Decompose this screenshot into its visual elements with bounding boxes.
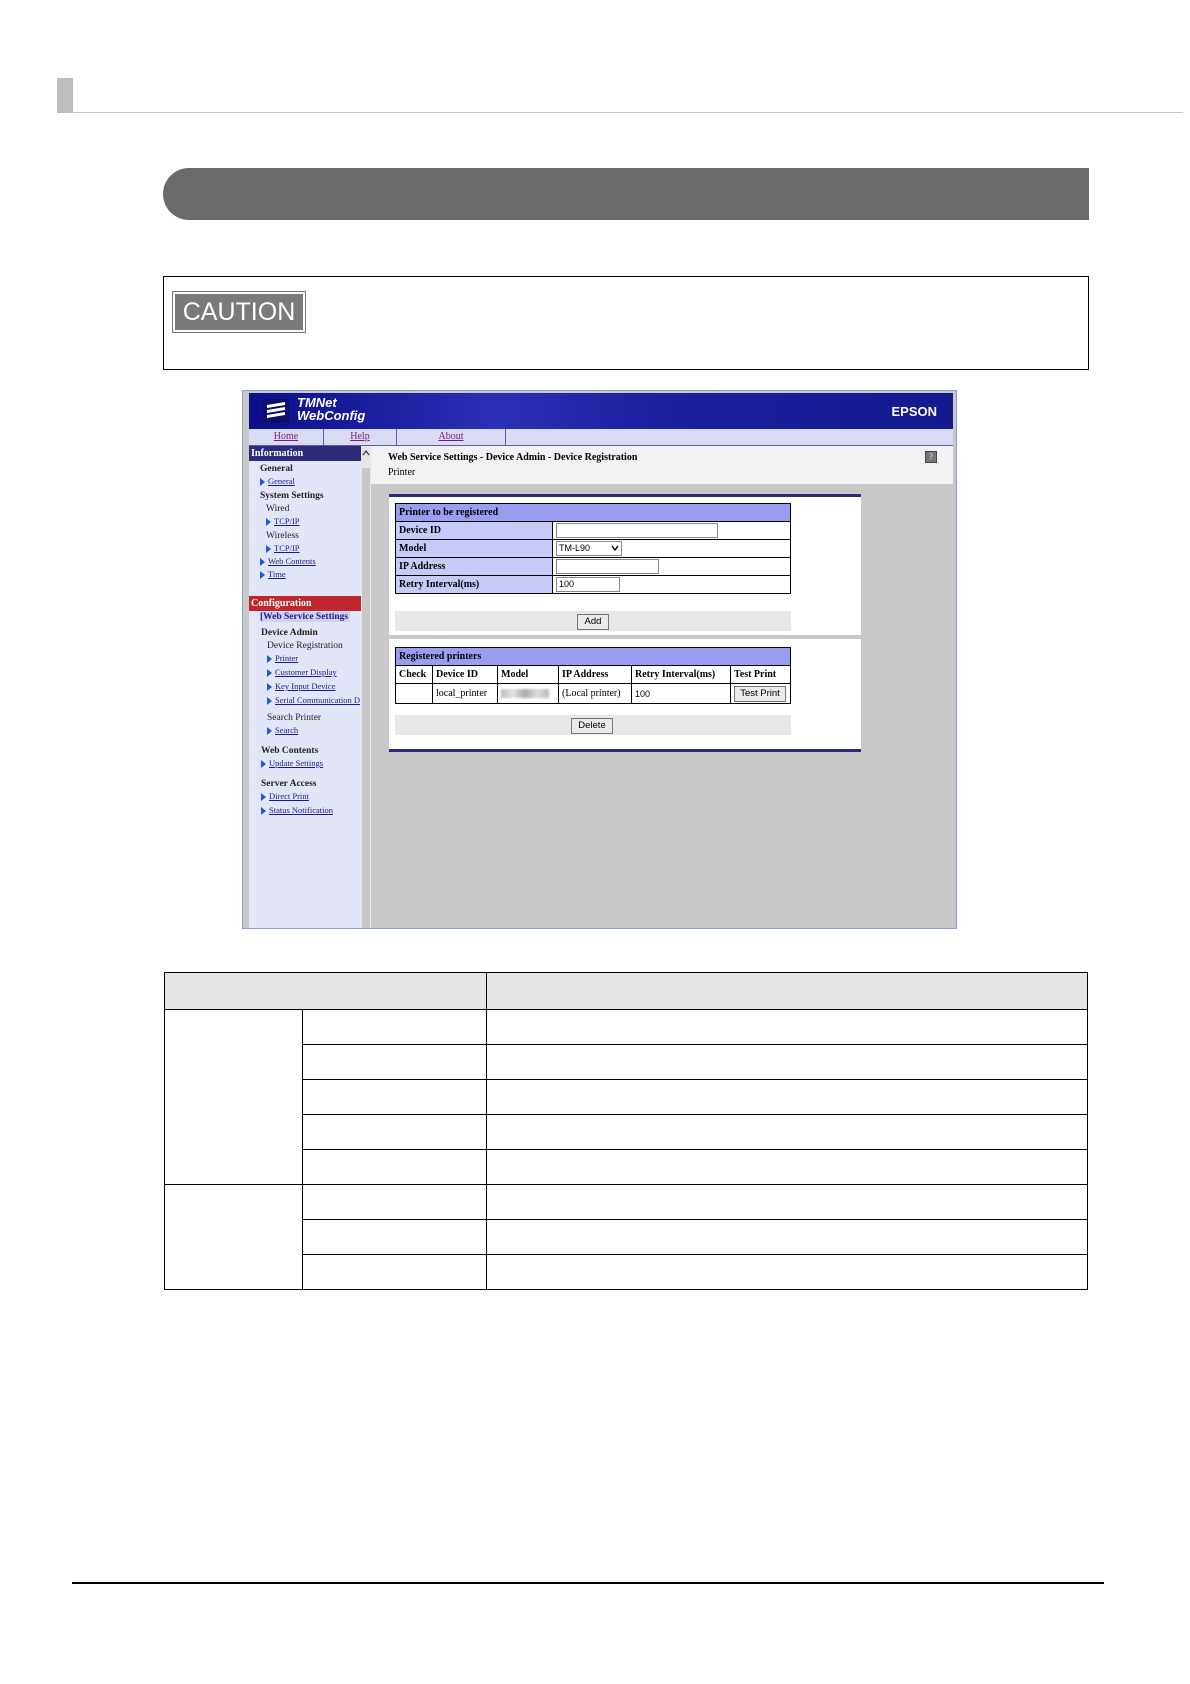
register-form-table <box>395 503 791 594</box>
ip-address-input[interactable] <box>556 559 659 574</box>
sidebar-web-contents-heading: Web Contents <box>261 746 319 756</box>
settings-table <box>164 972 1088 1290</box>
col-check: Check <box>396 666 433 684</box>
model-select-value: TM-L90 <box>559 543 591 553</box>
device-id-label: Device ID <box>396 522 553 540</box>
row-retry-interval: 100 <box>632 684 731 704</box>
nav-about-link[interactable]: About <box>397 429 506 445</box>
table-row <box>396 684 791 704</box>
row-model-blurred <box>498 684 559 704</box>
sidebar-link-customer-display[interactable]: Customer Display <box>267 667 337 677</box>
table-cell <box>303 1115 487 1150</box>
main-header <box>371 446 953 484</box>
brand-logo: EPSON <box>891 404 937 419</box>
table-cell <box>165 1010 303 1185</box>
delete-button[interactable]: Delete <box>571 718 613 734</box>
retry-interval-input[interactable]: 100 <box>556 577 620 592</box>
table-row <box>165 1010 1088 1045</box>
tmnet-logo-icon <box>263 399 289 423</box>
scroll-up-icon[interactable] <box>362 449 370 457</box>
sidebar-link-search[interactable]: Search <box>267 725 298 735</box>
ip-address-label: IP Address <box>396 558 553 576</box>
table-row <box>165 1045 1088 1080</box>
table-cell <box>487 1255 1088 1290</box>
banner <box>249 393 953 429</box>
sidebar-server-access-heading: Server Access <box>261 779 317 789</box>
col-ip-address: IP Address <box>559 666 632 684</box>
webconfig-screenshot <box>242 390 957 929</box>
add-button[interactable]: Add <box>577 614 609 630</box>
arrow-right-icon <box>266 545 271 553</box>
breadcrumb: Web Service Settings - Device Admin - Device Registration <box>388 452 638 463</box>
arrow-right-icon <box>267 683 272 691</box>
table-row <box>165 1255 1088 1290</box>
registered-panel-header: Registered printers <box>396 648 791 666</box>
chevron-down-icon <box>611 545 619 551</box>
table-cell <box>487 1045 1088 1080</box>
table-cell <box>487 1010 1088 1045</box>
arrow-right-icon <box>267 655 272 663</box>
sidebar-system-settings-heading: System Settings <box>260 491 324 501</box>
header-rule <box>73 112 1183 113</box>
table-cell <box>303 1010 487 1045</box>
arrow-right-icon <box>261 807 266 815</box>
arrow-right-icon <box>260 478 265 486</box>
caution-box <box>163 276 1089 370</box>
model-select[interactable] <box>556 541 622 556</box>
arrow-right-icon <box>260 558 265 566</box>
registered-printers-panel <box>389 639 861 752</box>
col-model: Model <box>498 666 559 684</box>
arrow-right-icon <box>267 669 272 677</box>
sidebar-device-registration-label: Device Registration <box>267 641 343 651</box>
test-print-button[interactable]: Test Print <box>734 686 786 702</box>
model-label: Model <box>396 540 553 558</box>
row-test-print-cell <box>731 684 791 704</box>
arrow-right-icon <box>261 793 266 801</box>
app-title <box>297 396 365 422</box>
arrow-right-icon <box>267 697 272 705</box>
sidebar-link-serial-communication[interactable]: Serial Communication D <box>267 695 360 705</box>
table-row <box>165 1115 1088 1150</box>
app-title-line2: WebConfig <box>297 408 366 423</box>
col-test-print: Test Print <box>731 666 791 684</box>
table-cell <box>487 1185 1088 1220</box>
sidebar-link-general[interactable]: General <box>260 476 295 486</box>
col-device-id: Device ID <box>433 666 498 684</box>
sidebar-link-update-settings[interactable]: Update Settings <box>261 758 323 768</box>
sidebar-device-admin-heading: Device Admin <box>261 628 318 638</box>
table-row <box>165 1185 1088 1220</box>
sidebar-configuration-header: Configuration <box>249 596 361 611</box>
sidebar-link-web-contents[interactable]: Web Contents <box>260 556 316 566</box>
table-row <box>165 1220 1088 1255</box>
table-cell <box>303 1045 487 1080</box>
caution-badge: CAUTION <box>173 292 305 332</box>
sidebar-link-wired-tcpip[interactable]: TCP/IP <box>266 516 300 526</box>
header-tab <box>57 78 73 113</box>
footer-rule <box>72 1582 1104 1584</box>
table-row <box>165 1080 1088 1115</box>
top-nav <box>249 429 953 446</box>
settings-table-header-description <box>487 973 1088 1010</box>
table-cell <box>303 1220 487 1255</box>
table-cell <box>303 1150 487 1185</box>
sidebar-link-direct-print[interactable]: Direct Print <box>261 791 309 801</box>
sidebar-link-key-input-device[interactable]: Key Input Device <box>267 681 335 691</box>
sidebar-general-heading: General <box>260 464 293 474</box>
table-row <box>165 1150 1088 1185</box>
table-cell <box>303 1255 487 1290</box>
table-cell <box>487 1080 1088 1115</box>
register-panel-header: Printer to be registered <box>396 504 791 522</box>
sidebar-link-printer[interactable]: Printer <box>267 653 298 663</box>
device-id-input[interactable] <box>556 523 718 538</box>
sidebar-wired-label: Wired <box>266 504 290 514</box>
sidebar-scroll-thumb[interactable] <box>362 468 370 928</box>
arrow-right-icon <box>266 518 271 526</box>
arrow-right-icon <box>267 727 272 735</box>
col-retry-interval: Retry Interval(ms) <box>632 666 731 684</box>
sidebar-web-service-settings[interactable]: [Web Service Settings <box>260 612 349 622</box>
table-cell <box>487 1150 1088 1185</box>
registered-printers-table <box>395 647 791 704</box>
blurred-model-image <box>501 689 549 698</box>
table-cell <box>165 1185 303 1290</box>
app-title-line1: TMNet <box>297 395 337 410</box>
sidebar-wireless-label: Wireless <box>266 531 299 541</box>
row-check-cell[interactable] <box>396 684 433 704</box>
sidebar-link-time[interactable]: Time <box>260 569 286 579</box>
row-device-id: local_printer <box>433 684 498 704</box>
sidebar-scrollbar[interactable] <box>361 446 371 928</box>
nav-home-link[interactable]: Home <box>249 429 324 445</box>
sidebar-link-status-notification[interactable]: Status Notification <box>261 805 333 815</box>
nav-help-link[interactable]: Help <box>324 429 397 445</box>
sidebar-information-header: Information <box>249 446 361 461</box>
arrow-right-icon <box>261 760 266 768</box>
arrow-right-icon <box>260 571 265 579</box>
retry-interval-label: Retry Interval(ms) <box>396 576 553 594</box>
settings-table-header-item <box>165 973 487 1010</box>
section-title-bar <box>163 168 1089 220</box>
help-icon[interactable]: ? <box>925 451 937 463</box>
table-cell <box>303 1185 487 1220</box>
page-subtitle: Printer <box>388 467 416 478</box>
table-cell <box>487 1115 1088 1150</box>
sidebar <box>249 446 361 928</box>
table-cell <box>303 1080 487 1115</box>
register-printer-panel <box>389 494 861 635</box>
sidebar-link-wireless-tcpip[interactable]: TCP/IP <box>266 543 300 553</box>
table-cell <box>487 1220 1088 1255</box>
sidebar-search-printer-label: Search Printer <box>267 713 322 723</box>
row-ip-address: (Local printer) <box>559 684 632 704</box>
